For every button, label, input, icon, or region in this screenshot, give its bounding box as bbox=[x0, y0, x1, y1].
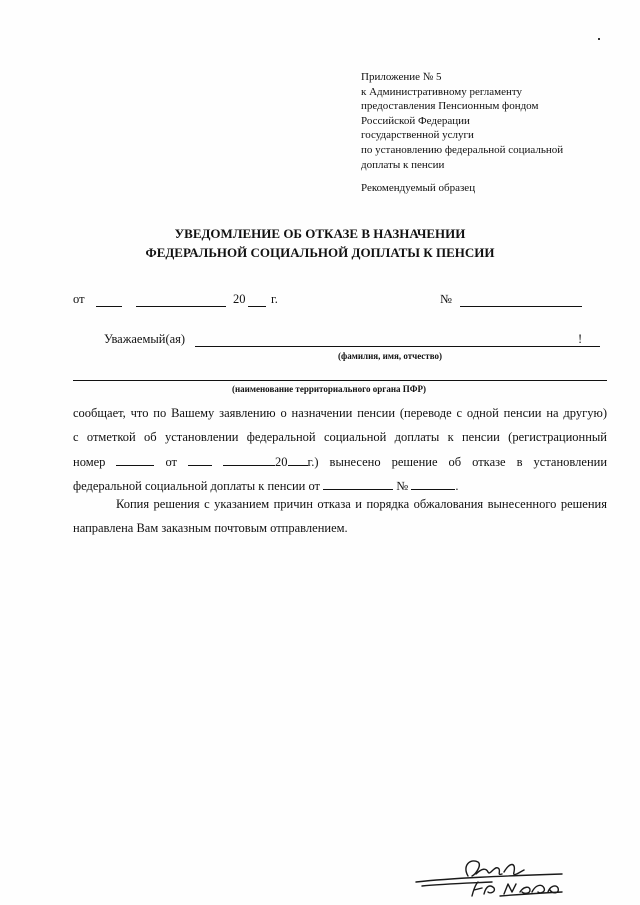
addressee-label: Уважаемый(ая) bbox=[104, 332, 186, 346]
appendix-line: государственной услуги bbox=[361, 129, 474, 142]
appendix-line: по установлению федеральной социальной bbox=[361, 143, 564, 156]
number-field[interactable] bbox=[460, 306, 582, 307]
body-paragraph-2 bbox=[73, 492, 607, 541]
body-line: Копия решения с указанием причин отказа и порядка обжалования вынесенного решения bbox=[116, 497, 607, 511]
reg-from-label: от bbox=[165, 454, 178, 469]
date-from-label: от bbox=[73, 292, 85, 306]
date-year-suffix: г. bbox=[271, 292, 278, 306]
addressee-exclamation: ! bbox=[578, 332, 583, 346]
appendix-line: к Административному регламенту bbox=[361, 85, 523, 98]
body-paragraph-1 bbox=[73, 401, 607, 498]
body-line: направлена Вам заказным почтовым отправлением. bbox=[73, 521, 348, 536]
decision-date-field[interactable] bbox=[323, 478, 393, 490]
document-title bbox=[0, 224, 640, 262]
organ-caption: (наименование территориального органа ПФР) bbox=[232, 384, 426, 394]
body-line-registration bbox=[73, 450, 607, 474]
appendix-header bbox=[361, 70, 611, 172]
reg-month-field[interactable] bbox=[223, 454, 275, 466]
date-day-field[interactable] bbox=[96, 306, 122, 307]
sample-label: Рекомендуемый образец bbox=[361, 182, 476, 194]
title-line-2: ФЕДЕРАЛЬНОЙ СОЦИАЛЬНОЙ ДОПЛАТЫ К ПЕНСИИ bbox=[145, 245, 495, 260]
reg-number-label: номер bbox=[73, 454, 106, 469]
appendix-line: доплаты к пенсии bbox=[361, 158, 445, 171]
date-month-field[interactable] bbox=[136, 306, 226, 307]
number-label: № bbox=[440, 292, 452, 306]
body-line: сообщает, что по Вашему заявлению о назначении пенсии (переводе с одной пенсии на другую) bbox=[73, 406, 607, 420]
addressee-caption: (фамилия, имя, отчество) bbox=[338, 351, 443, 361]
scan-speck bbox=[598, 38, 600, 40]
reg-year-prefix: 20 bbox=[275, 454, 288, 469]
reg-day-field[interactable] bbox=[188, 454, 212, 466]
title-line-1: УВЕДОМЛЕНИЕ ОБ ОТКАЗЕ В НАЗНАЧЕНИИ bbox=[174, 226, 466, 241]
appendix-line: Российской Федерации bbox=[361, 114, 470, 127]
appendix-line: Приложение № 5 bbox=[361, 71, 442, 83]
appendix-line: предоставления Пенсионным фондом bbox=[361, 100, 539, 113]
decision-number-field[interactable] bbox=[411, 478, 455, 490]
reg-decision-text: г.) вынесено решение об отказе в установлении bbox=[307, 454, 608, 469]
signature-image bbox=[412, 852, 572, 900]
addressee-name-field[interactable] bbox=[195, 346, 600, 347]
reg-number-field[interactable] bbox=[116, 454, 154, 466]
date-year-prefix: 20 bbox=[233, 292, 246, 306]
decision-from-text: федеральной социальной доплаты к пенсии от bbox=[73, 478, 320, 493]
decision-number-label: № bbox=[396, 478, 409, 493]
decision-period: . bbox=[455, 478, 459, 493]
body-line: с отметкой об установлении федеральной социальной доплаты к пенсии (регистрационный bbox=[73, 430, 607, 445]
reg-year-field[interactable] bbox=[288, 454, 308, 466]
organ-name-field[interactable] bbox=[73, 380, 607, 381]
reg-date-group bbox=[223, 455, 607, 469]
date-year-field[interactable] bbox=[248, 306, 266, 307]
